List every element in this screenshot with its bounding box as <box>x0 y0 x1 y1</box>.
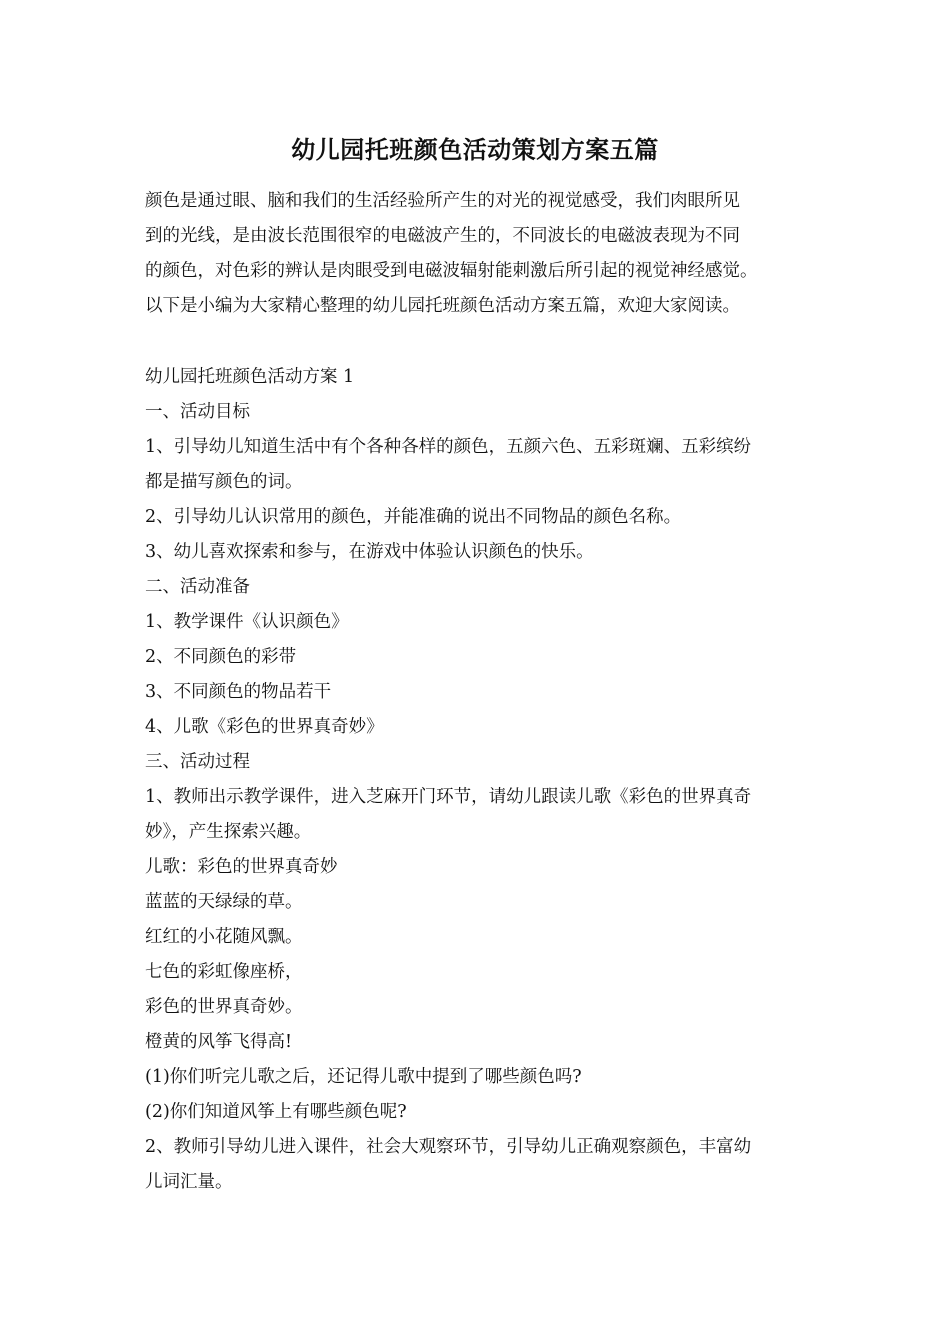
poem-line: 蓝蓝的天绿绿的草。 <box>145 892 303 912</box>
list-item: 2、教师引导幼儿进入课件，社会大观察环节，引导幼儿正确观察颜色，丰富幼 <box>145 1137 752 1157</box>
question-line: (1)你们听完儿歌之后，还记得儿歌中提到了哪些颜色吗? <box>145 1067 582 1087</box>
intro-line: 的颜色，对色彩的辨认是肉眼受到电磁波辐射能刺激后所引起的视觉神经感觉。 <box>145 261 758 281</box>
document-body <box>145 184 817 1200</box>
poem-title: 儿歌：彩色的世界真奇妙 <box>145 857 338 877</box>
poem-line: 彩色的世界真奇妙。 <box>145 997 303 1017</box>
list-item: 1、教师出示教学课件，进入芝麻开门环节，请幼儿跟读儿歌《彩色的世界真奇 <box>145 787 752 807</box>
intro-line: 颜色是通过眼、脑和我们的生活经验所产生的对光的视觉感受，我们肉眼所见 <box>145 191 740 211</box>
poem-line: 橙黄的风筝飞得高! <box>145 1032 293 1052</box>
intro-line: 以下是小编为大家精心整理的幼儿园托班颜色活动方案五篇，欢迎大家阅读。 <box>145 296 740 316</box>
list-item: 2、引导幼儿认识常用的颜色，并能准确的说出不同物品的颜色名称。 <box>145 507 682 527</box>
document-title: 幼儿园托班颜色活动策划方案五篇 <box>291 135 659 164</box>
list-item: 3、不同颜色的物品若干 <box>145 682 332 702</box>
list-item-continuation: 妙》，产生探索兴趣。 <box>145 822 312 842</box>
subheading: 三、活动过程 <box>145 752 250 772</box>
question-line: (2)你们知道风筝上有哪些颜色呢? <box>145 1102 407 1122</box>
intro-paragraph <box>145 184 817 324</box>
list-item-continuation: 都是描写颜色的词。 <box>145 472 303 492</box>
paragraph-gap <box>145 324 817 360</box>
intro-line: 到的光线，是由波长范围很窄的电磁波产生的，不同波长的电磁波表现为不同 <box>145 226 740 246</box>
poem-line: 红红的小花随风飘。 <box>145 927 303 947</box>
subheading: 一、活动目标 <box>145 402 250 422</box>
list-item: 2、不同颜色的彩带 <box>145 647 297 667</box>
list-item: 1、教学课件《认识颜色》 <box>145 612 349 632</box>
list-item: 4、儿歌《彩色的世界真奇妙》 <box>145 717 384 737</box>
subheading: 二、活动准备 <box>145 577 250 597</box>
section-heading: 幼儿园托班颜色活动方案 1 <box>145 367 355 387</box>
list-item-continuation: 儿词汇量。 <box>145 1172 233 1192</box>
list-item: 3、幼儿喜欢探索和参与，在游戏中体验认识颜色的快乐。 <box>145 542 594 562</box>
list-item: 1、引导幼儿知道生活中有个各种各样的颜色，五颜六色、五彩斑斓、五彩缤纷 <box>145 437 752 457</box>
poem-line: 七色的彩虹像座桥， <box>145 962 303 982</box>
